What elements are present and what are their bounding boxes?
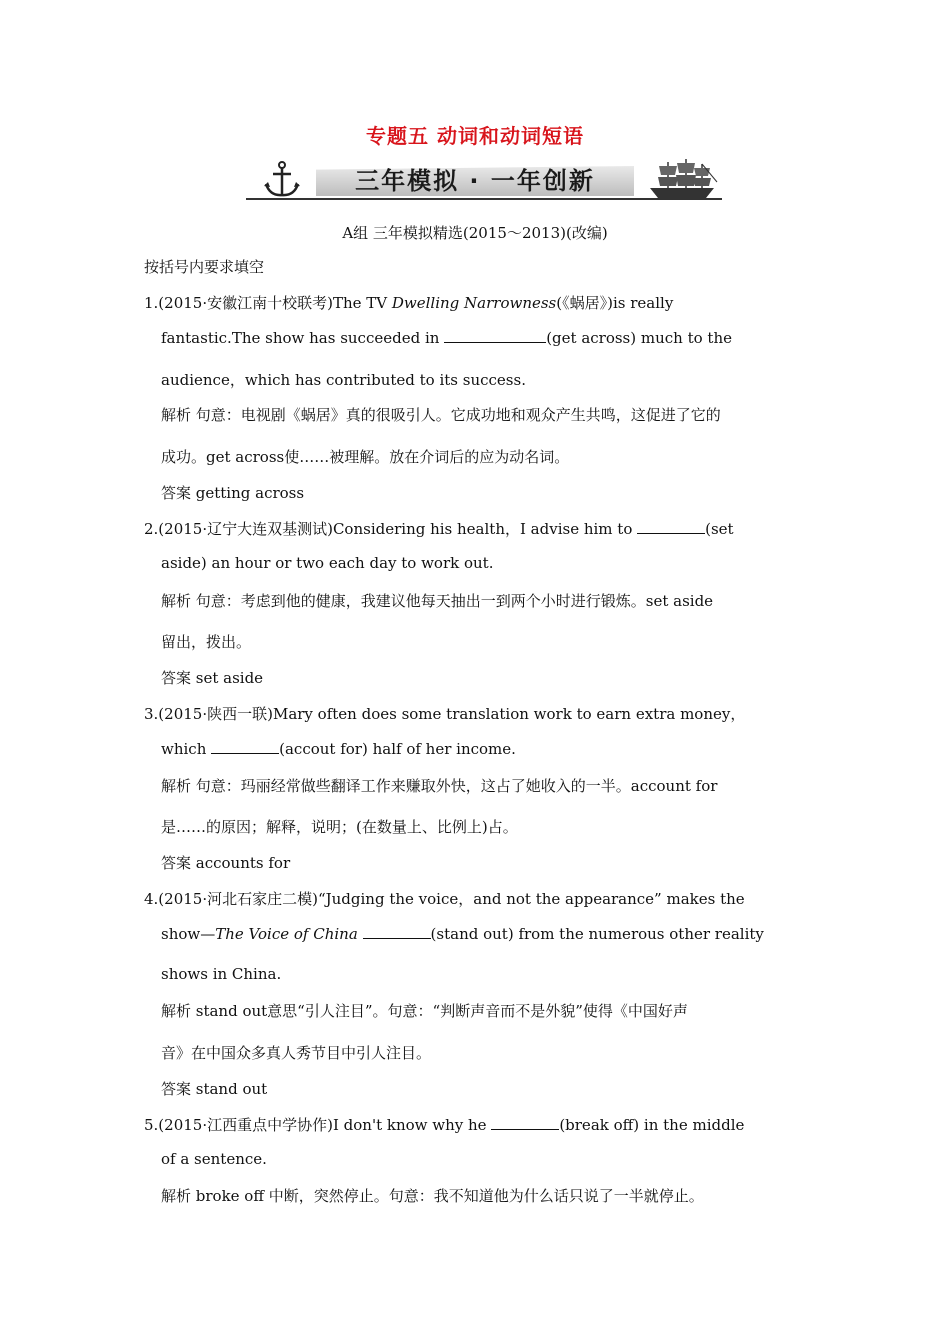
question-5-blank[interactable]	[491, 1115, 559, 1130]
question-4-text-a: show—	[161, 925, 216, 943]
question-5-analysis-1: 解析 broke off 中断，突然停止。句意：我不知道他为什么话只说了一半就停止。	[161, 1187, 704, 1205]
question-2-analysis-2: 留出，拨出。	[161, 633, 252, 651]
question-1-text-d: (get across) much to the	[546, 329, 732, 347]
question-1-line-2	[161, 328, 732, 347]
section-banner	[246, 158, 722, 202]
question-5-text-a: 5.(2015·江西重点中学协作)I don't know why he	[144, 1116, 492, 1134]
question-4-text-b: (stand out) from the numerous other reality	[430, 925, 764, 943]
question-3-answer: 答案 accounts for	[161, 854, 291, 872]
question-1-title-italic: Dwelling Narrowness	[391, 294, 557, 312]
anchor-icon	[260, 160, 300, 198]
question-2-text-b: (set	[705, 520, 734, 538]
banner-rule	[246, 198, 722, 200]
question-3-blank[interactable]	[211, 739, 279, 754]
question-4-title-italic: The Voice of China	[215, 925, 358, 943]
question-4-line-1: 4.(2015·河北石家庄二模)“Judging the voice，and not the appearance” makes the	[144, 890, 745, 908]
question-1-text-b: (《蜗居》)is really	[556, 294, 674, 312]
question-1-answer: 答案 getting across	[161, 484, 305, 502]
question-3-line-2	[161, 739, 516, 758]
banner-text: 三年模拟 · 一年创新	[355, 167, 595, 195]
question-1-text-c: fantastic.The show has succeeded in	[161, 329, 445, 347]
question-2-blank[interactable]	[637, 519, 705, 534]
question-1-line-1	[144, 292, 673, 313]
question-4-line-2	[161, 924, 764, 943]
question-3-text-a: which	[161, 740, 212, 758]
question-2-text-a: 2.(2015·辽宁大连双基测试)Considering his health，I advise him to	[144, 520, 638, 538]
question-1-analysis-1: 解析 句意：电视剧《蜗居》真的很吸引人。它成功地和观众产生共鸣，这促进了它的	[161, 406, 721, 424]
question-2-analysis-1: 解析 句意：考虑到他的健康，我建议他每天抽出一到两个小时进行锻炼。set aside	[161, 592, 714, 610]
question-4-analysis-2: 音》在中国众多真人秀节目中引人注目。	[161, 1044, 432, 1062]
question-4-blank[interactable]	[363, 924, 431, 939]
question-5-line-1	[144, 1114, 744, 1135]
question-3-analysis-1: 解析 句意：玛丽经常做些翻译工作来赚取外快，这占了她收入的一半。account for	[161, 777, 718, 795]
group-heading: A组 三年模拟精选(2015～2013)(改编)	[342, 224, 608, 242]
question-3-text-b: (accout for) half of her income.	[279, 740, 516, 758]
question-1-blank[interactable]	[444, 328, 546, 343]
instruction: 按括号内要求填空	[144, 258, 265, 276]
question-2-line-1	[144, 518, 734, 539]
question-3-line-1: 3.(2015·陕西一联)Mary often does some translation work to earn extra money，	[144, 705, 746, 723]
question-5-text-b: (break off) in the middle	[559, 1116, 745, 1134]
question-3-analysis-2: 是……的原因；解释，说明；(在数量上、比例上)占。	[161, 818, 518, 836]
question-5-line-2: of a sentence.	[161, 1150, 267, 1168]
question-1-line-3: audience，which has contributed to its success.	[161, 371, 526, 389]
question-2-line-2: aside) an hour or two each day to work out.	[161, 554, 494, 572]
page-title: 专题五 动词和动词短语	[366, 124, 584, 148]
question-4-line-3: shows in China.	[161, 965, 282, 983]
question-4-analysis-1: 解析 stand out意思“引人注目”。句意：“判断声音而不是外貌”使得《中国好声	[161, 1002, 688, 1020]
question-4-answer: 答案 stand out	[161, 1080, 268, 1098]
question-2-answer: 答案 set aside	[161, 669, 264, 687]
question-1-analysis-2: 成功。get across使……被理解。放在介词后的应为动名词。	[161, 448, 570, 466]
question-1-text-a: 1.(2015·安徽江南十校联考)The TV	[144, 294, 392, 312]
ship-icon	[646, 158, 718, 200]
